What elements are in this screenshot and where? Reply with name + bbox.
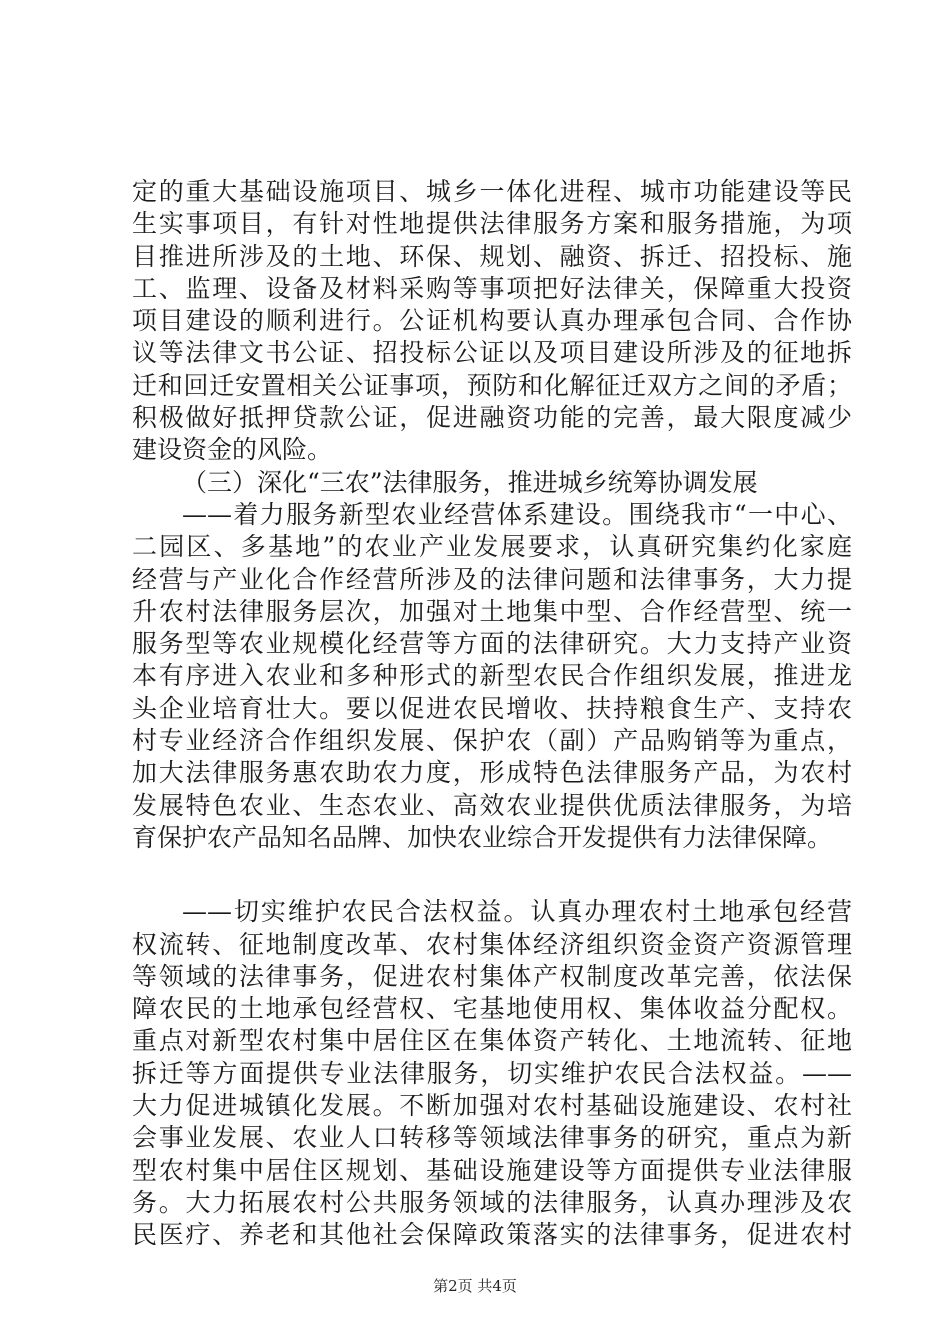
heading-line: （三）深化“三农”法律服务，推进城乡统筹协调发展: [182, 467, 758, 497]
text-line: 拆迁等方面提供专业法律服务，切实维护农民合法权益。——: [132, 1058, 852, 1088]
text-line: 议等法律文书公证、招投标公证以及项目建设所涉及的征地拆: [132, 338, 852, 368]
text-line: ——切实维护农民合法权益。认真办理农村土地承包经营: [182, 897, 852, 927]
text-line: 积极做好抵押贷款公证，促进融资功能的完善，最大限度减少: [132, 403, 852, 433]
text-line: 迁和回迁安置相关公证事项，预防和化解征迁双方之间的矛盾；: [132, 370, 852, 400]
text-line: 服务型等农业规模化经营等方面的法律研究。大力支持产业资: [132, 629, 852, 659]
text-line: 目推进所涉及的土地、环保、规划、融资、拆迁、招投标、施: [132, 241, 852, 271]
text-line: 建设资金的风险。: [132, 435, 333, 465]
text-line: ——着力服务新型农业经营体系建设。围绕我市“一中心、: [182, 499, 852, 529]
section-heading: [132, 467, 852, 499]
text-line: 工、监理、设备及材料采购等事项把好法律关，保障重大投资: [132, 273, 852, 303]
text-line: 务。大力拓展农村公共服务领域的法律服务，认真办理涉及农: [132, 1187, 852, 1217]
text-line: 生实事项目，有针对性地提供法律服务方案和服务措施，为项: [132, 209, 852, 239]
text-line: 二园区、多基地”的农业产业发展要求，认真研究集约化家庭: [132, 532, 852, 562]
text-line: 定的重大基础设施项目、城乡一体化进程、城市功能建设等民: [132, 177, 852, 206]
document-body: [132, 176, 852, 1252]
page-number-footer: 第2页 共4页: [433, 1277, 517, 1295]
text-line: 头企业培育壮大。要以促进农民增收、扶持粮食生产、支持农: [132, 693, 852, 723]
paragraph-farmer-rights: [132, 896, 852, 1251]
text-line: 重点对新型农村集中居住区在集体资产转化、土地流转、征地: [132, 1026, 852, 1056]
text-line: 加大法律服务惠农助农力度，形成特色法律服务产品，为农村: [132, 758, 852, 788]
paragraph-project-services: [132, 176, 852, 467]
text-line: 等领域的法律事务，促进农村集体产权制度改革完善，依法保: [132, 961, 852, 991]
text-line: 会事业发展、农业人口转移等领域法律事务的研究，重点为新: [132, 1123, 852, 1153]
text-line: 型农村集中居住区规划、基础设施建设等方面提供专业法律服: [132, 1155, 852, 1185]
text-line: 项目建设的顺利进行。公证机构要认真办理承包合同、合作协: [132, 306, 852, 336]
text-line: 升农村法律服务层次，加强对土地集中型、合作经营型、统一: [132, 596, 852, 626]
paragraph-agriculture-system: [132, 499, 852, 854]
text-line: 育保护农产品知名品牌、加快农业综合开发提供有力法律保障。: [132, 822, 833, 852]
paragraph-gap: [132, 854, 852, 896]
text-line: 经营与产业化合作经营所涉及的法律问题和法律事务，大力提: [132, 564, 852, 594]
text-line: 民医疗、养老和其他社会保障政策落实的法律事务，促进农村: [132, 1220, 852, 1250]
text-line: 本有序进入农业和多种形式的新型农民合作组织发展，推进龙: [132, 661, 852, 691]
text-line: 发展特色农业、生态农业、高效农业提供优质法律服务，为培: [132, 790, 852, 820]
text-line: 大力促进城镇化发展。不断加强对农村基础设施建设、农村社: [132, 1091, 852, 1121]
text-line: 村专业经济合作组织发展、保护农（副）产品购销等为重点，: [132, 726, 852, 756]
text-line: 权流转、征地制度改革、农村集体经济组织资金资产资源管理: [132, 929, 852, 959]
text-line: 障农民的土地承包经营权、宅基地使用权、集体收益分配权。: [132, 994, 852, 1024]
